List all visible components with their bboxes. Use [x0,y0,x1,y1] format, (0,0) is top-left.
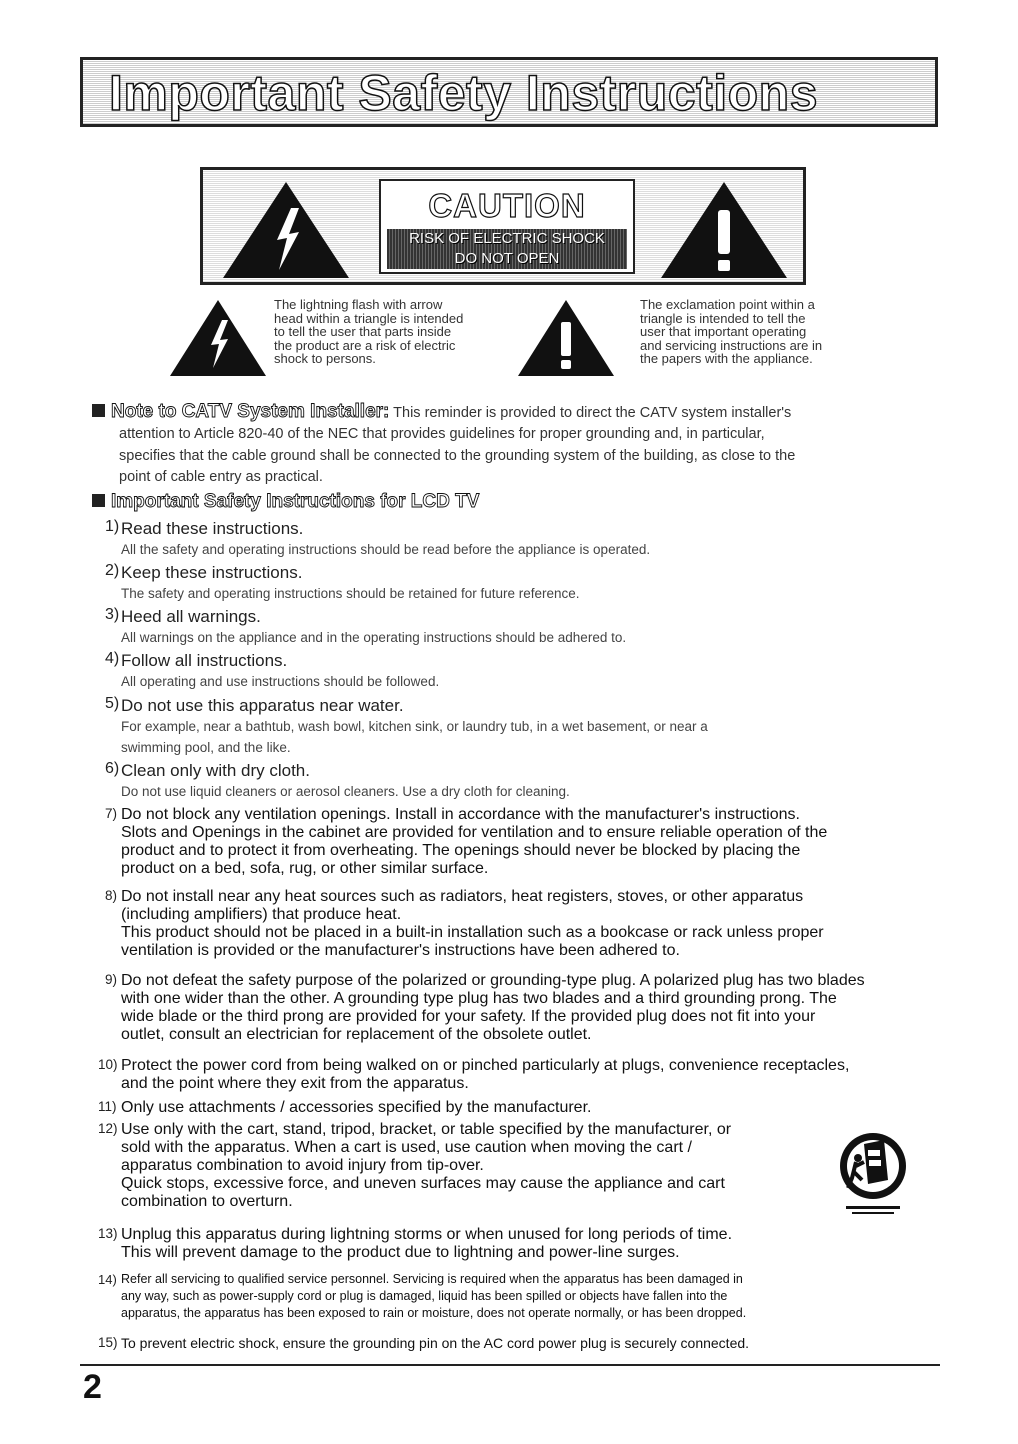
lightning-symbol-icon [168,298,268,378]
instruction-item [105,695,945,758]
item-number: 3) [105,606,120,623]
item-number: 13) [98,1226,118,1241]
item-line: Do not install near any heat sources such as radiators, heat registers, stoves, or other apparatus [121,888,804,905]
item-line: Refer all servicing to qualified service personnel. Servicing is required when the apparatus has been damaged in [121,1272,743,1286]
item-line: Slots and Openings in the cabinet are provided for ventilation and to ensure reliable operation of the [121,824,828,841]
item-heading: Heed all warnings. [121,607,261,626]
instruction-item [98,1099,938,1117]
item-line: Unplug this apparatus during lightning storms or when unused for long periods of time. [121,1226,733,1243]
section-heading [92,491,479,513]
item-number: 7) [105,806,118,821]
page-number: 2 [83,1368,102,1406]
item-number: 1) [105,518,120,535]
item-line: sold with the apparatus. When a cart is used, use caution when moving the cart / [121,1139,692,1156]
item-body: The safety and operating instructions should be retained for future reference. [121,586,580,601]
catv-note-first-line: This reminder is provided to direct the CATV system installer's [389,405,792,421]
instruction-item [105,518,945,560]
item-line: product on a bed, sofa, rug, or other similar surface. [121,860,489,877]
item-line: apparatus, the apparatus has been exposed to rain or moisture, does not operate normally, or has been dropped. [121,1306,747,1320]
item-heading: Follow all instructions. [121,651,288,670]
item-line: Do not defeat the safety purpose of the polarized or grounding-type plug. A polarized plug has two blades [121,972,865,989]
instruction-item [105,650,945,692]
catv-note [92,401,952,489]
text-line: the product are a risk of electric [274,337,456,353]
item-number: 9) [105,972,118,987]
item-line: Only use attachments / accessories specified by the manufacturer. [121,1099,592,1116]
instruction-item [98,1335,948,1351]
item-body: Do not use liquid cleaners or aerosol cleaners. Use a dry cloth for cleaning. [121,784,570,799]
item-body: All warnings on the appliance and in the operating instructions should be adhered to. [121,630,627,645]
caution-label [200,167,806,285]
caution-panel [379,179,635,274]
catv-note-line: attention to Article 820-40 of the NEC that provides guidelines for proper grounding and, in particular, [119,426,765,442]
item-line: apparatus combination to avoid injury from tip-over. [121,1157,484,1174]
item-line: combination to overturn. [121,1193,293,1210]
catv-note-title: Note to CATV System Installer: [111,401,390,422]
item-line: This product should not be placed in a built-in installation such as a bookcase or rack unless proper [121,924,824,941]
instruction-item [105,606,945,648]
item-number: 4) [105,650,120,667]
text-line: head within a triangle is intended [274,310,464,326]
catv-note-line: specifies that the cable ground shall be connected to the grounding system of the building, as close to the [119,447,796,464]
item-line: product and to protect it from overheating. The openings should never be blocked by placing the [121,842,801,859]
instruction-item [105,562,945,604]
lightning-warning-icon [221,180,351,280]
item-number: 8) [105,888,118,903]
footer-rule [80,1364,940,1366]
item-heading: Keep these instructions. [121,563,303,582]
caution-warning [387,229,627,269]
item-body: All operating and use instructions should be followed. [121,674,440,689]
catv-note-line: point of cable entry as practical. [119,469,323,485]
item-line: To prevent electric shock, ensure the grounding pin on the AC cord power plug is securely connected. [121,1335,750,1351]
item-heading: Read these instructions. [121,519,304,538]
title-banner [80,57,938,127]
exclamation-symbol-description [640,298,880,366]
item-line: (including amplifiers) that produce heat. [121,906,402,923]
exclamation-symbol-icon [516,298,616,378]
text-line: and servicing instructions are in [640,337,823,353]
instruction-item [105,888,945,960]
cart-tipover-warning-icon [838,1122,908,1218]
section-title: Important Safety Instructions for LCD TV [111,491,480,512]
bullet-square-icon [92,494,105,507]
item-line: Quick stops, excessive force, and uneven surfaces may cause the appliance and cart [121,1175,725,1192]
instruction-item [105,806,945,878]
item-number: 15) [98,1335,118,1350]
caution-heading: CAUTION [428,187,586,224]
text-line: triangle is intended to tell the [640,310,806,326]
item-heading: Clean only with dry cloth. [121,761,310,780]
instruction-item [98,1226,938,1262]
text-line: The exclamation point within a [640,297,815,312]
item-heading: Do not use this apparatus near water. [121,696,404,715]
item-line: Do not block any ventilation openings. Install in accordance with the manufacturer's instructions. [121,806,800,823]
instruction-item [105,760,945,802]
text-line: to tell the user that parts inside [274,324,452,339]
item-number: 6) [105,760,120,777]
text-line: shock to persons. [274,351,376,366]
item-line: and the point where they exit from the apparatus. [121,1075,469,1092]
exclamation-warning-icon [659,180,789,280]
caution-line-1: RISK OF ELECTRIC SHOCK [409,230,605,247]
text-line: the papers with the appliance. [640,351,813,366]
lightning-symbol-description [274,298,514,366]
text-line: The lightning flash with arrow [274,297,443,312]
item-line: any way, such as power-supply cord or plug is damaged, liquid has been spilled or objects have fallen into the [121,1289,728,1303]
item-number: 12) [98,1121,118,1136]
item-number: 5) [105,695,120,712]
instruction-item [98,1271,948,1322]
item-line: outlet, consult an electrician for replacement of the obsolete outlet. [121,1026,592,1043]
item-number: 2) [105,562,120,579]
item-line: Protect the power cord from being walked on or pinched particularly at plugs, convenience receptacles, [121,1057,850,1074]
instruction-item [105,972,945,1044]
item-number: 10) [98,1057,118,1072]
item-number: 11) [98,1099,117,1114]
item-line: Use only with the cart, stand, tripod, bracket, or table specified by the manufacturer, or [121,1121,732,1138]
caution-line-2: DO NOT OPEN [454,250,560,267]
instruction-item [98,1121,818,1211]
item-line: with one wider than the other. A grounding type plug has two blades and a third grounding prong. The [121,990,837,1007]
item-line: ventilation is provided or the manufacturer's instructions have been adhered to. [121,942,680,959]
item-line: This will prevent damage to the product due to lightning and power-line surges. [121,1244,680,1261]
item-body: All the safety and operating instructions should be read before the appliance is operated. [121,542,651,557]
page-title: Important Safety Instructions [109,65,819,121]
instruction-item [98,1057,938,1093]
bullet-square-icon [92,404,105,417]
text-line: user that important operating [640,324,807,339]
item-line: wide blade or the third prong are provided for your safety. If the provided plug does not fit into your [121,1008,816,1025]
item-body: swimming pool, and the like. [121,740,291,755]
item-body: For example, near a bathtub, wash bowl, kitchen sink, or laundry tub, in a wet basement, or near a [121,719,708,734]
item-number: 14) [98,1272,117,1287]
